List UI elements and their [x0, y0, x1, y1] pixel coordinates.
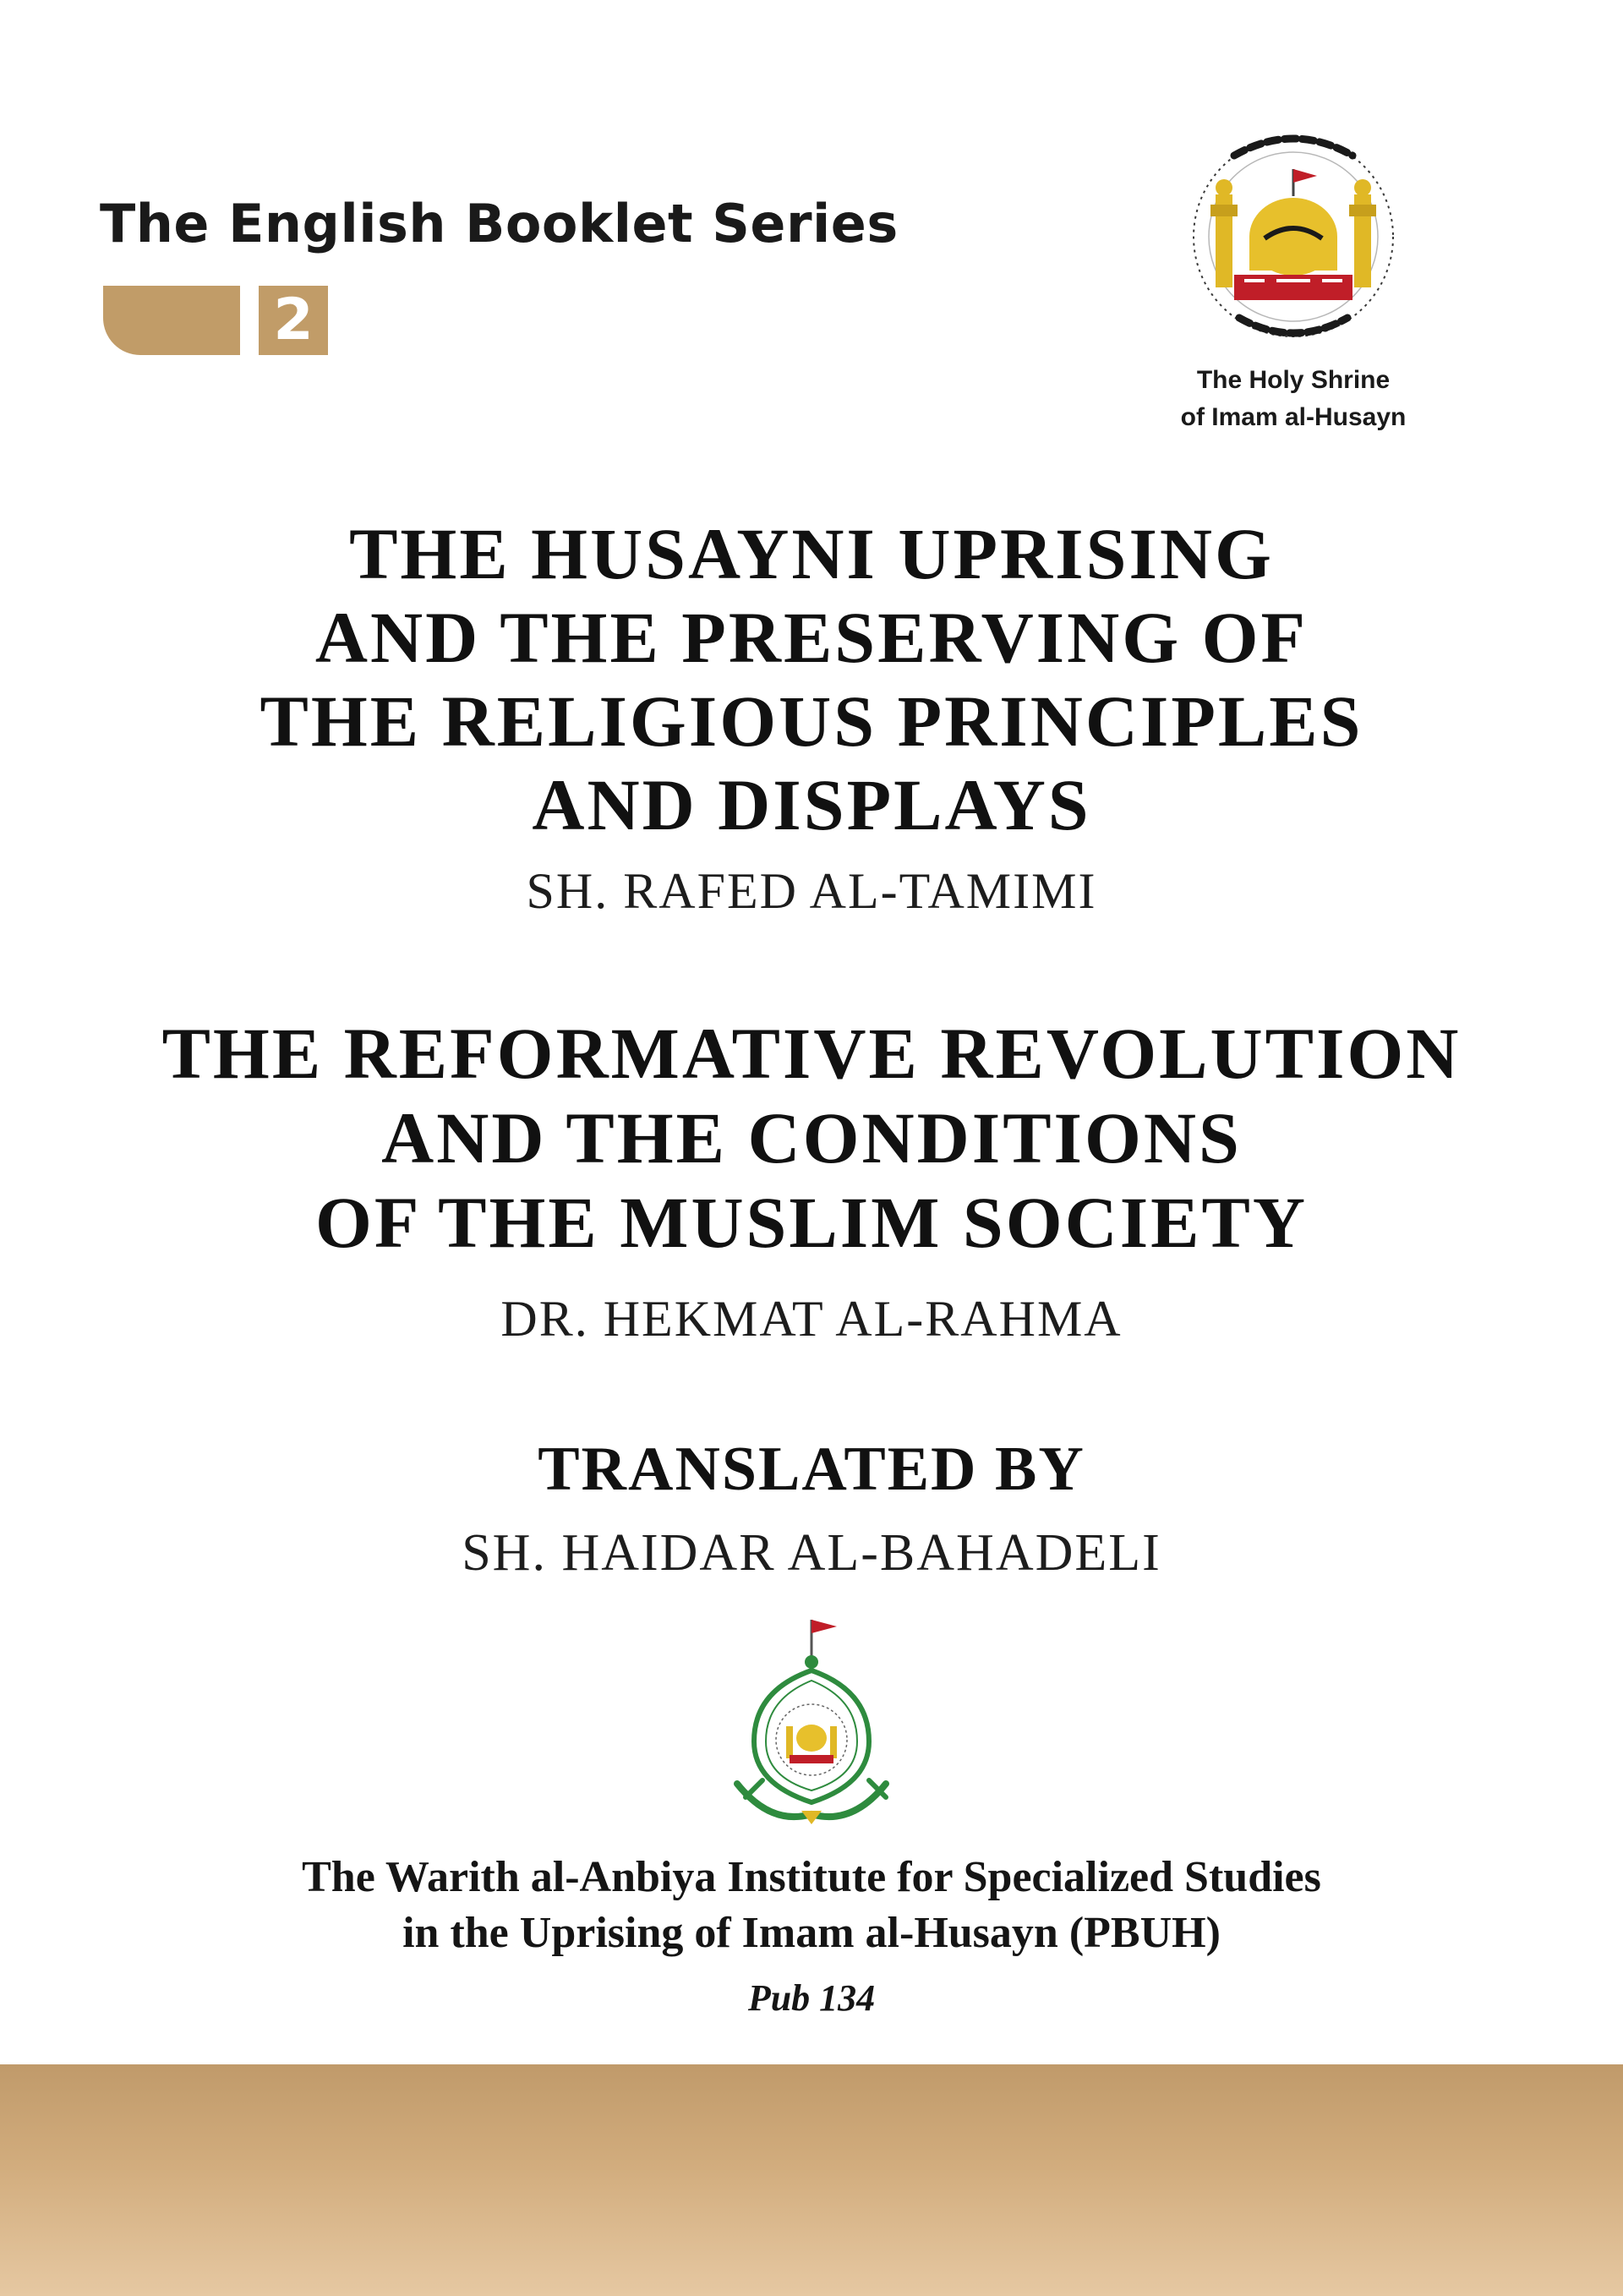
holy-shrine-emblem-icon — [1183, 127, 1403, 347]
publisher-name-line-1: The Holy Shrine — [1196, 366, 1391, 394]
work1-title-line: AND DISPLAYS — [532, 764, 1091, 845]
work2-title — [0, 1011, 1623, 1265]
institute-emblem-icon — [720, 1615, 903, 1834]
work2-author: DR. HEKMAT AL-RAHMA — [500, 1291, 1123, 1347]
institute-name-line-2: in the Uprising of Imam al-Husayn (PBUH) — [402, 1909, 1221, 1957]
work1-title-line: THE HUSAYNI UPRISING — [349, 513, 1274, 594]
publication-number: Pub 134 — [747, 1977, 876, 2019]
series-accent-bar — [103, 286, 240, 355]
work2-title-line: OF THE MUSLIM SOCIETY — [314, 1182, 1309, 1263]
work2-title-line: AND THE CONDITIONS — [381, 1097, 1242, 1178]
work1-title-line: AND THE PRESERVING OF — [314, 597, 1309, 678]
work2-title-line: THE REFORMATIVE REVOLUTION — [161, 1013, 1462, 1094]
publisher-name-line-2: of Imam al-Husayn — [1180, 403, 1407, 431]
institute-name — [0, 1850, 1623, 1961]
translator-name: SH. HAIDAR AL-BAHADELI — [462, 1524, 1161, 1582]
publisher-name — [1116, 362, 1471, 436]
work1-author: SH. RAFED AL-TAMIMI — [526, 863, 1097, 919]
institute-name-line-1: The Warith al-Anbiya Institute for Specialized Studies — [302, 1853, 1321, 1901]
series-number-badge — [259, 286, 328, 355]
series-title: The English Booklet Series — [100, 193, 899, 254]
work1-title-line: THE RELIGIOUS PRINCIPLES — [260, 681, 1363, 762]
series-number: 2 — [273, 287, 314, 353]
work1-title — [0, 512, 1623, 847]
footer-gold-band — [0, 2064, 1623, 2296]
translated-by-heading: TRANSLATED BY — [538, 1435, 1085, 1504]
